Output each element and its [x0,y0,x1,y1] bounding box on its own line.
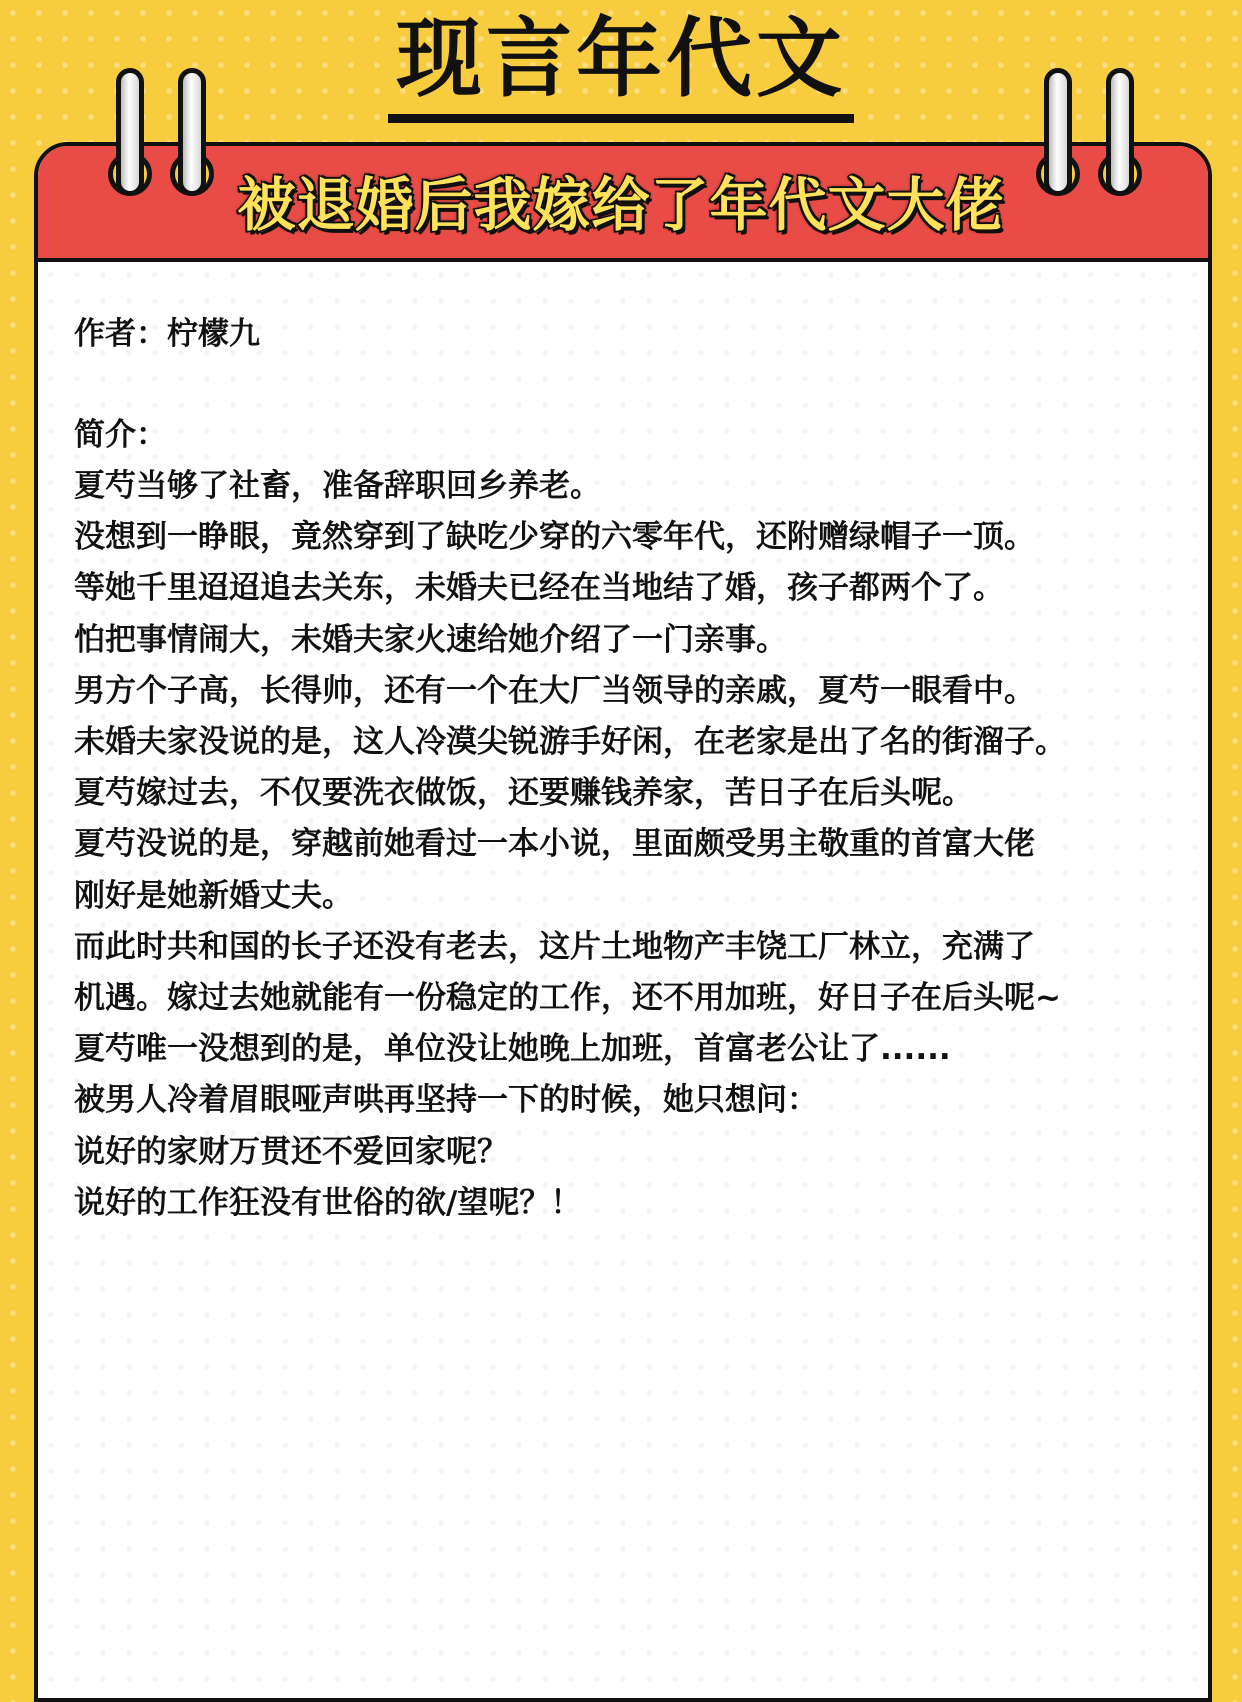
book-title: 被退婚后我嫁给了年代文大佬 [237,171,1005,239]
binder-ring-icon [116,68,144,196]
intro-line: 机遇。嫁过去她就能有一份稳定的工作，还不用加班，好日子在后头呢~ [74,980,1061,1017]
spacer [74,360,1174,410]
book-content [74,308,1174,1229]
intro-line: 夏芍嫁过去，不仅要洗衣做饭，还要赚钱养家，苦日子在后头呢。 [74,775,973,812]
author-line: 作者：柠檬九 [74,316,260,352]
binder-ring-icon [1044,68,1072,196]
intro-line: 刚好是她新婚丈夫。 [74,877,353,914]
intro-line: 说好的工作狂没有世俗的欲/望呢？！ [74,1184,582,1221]
intro-line: 而此时共和国的长子还没有老去，这片土地物产丰饶工厂林立，充满了 [74,928,1035,965]
intro-line: 夏芍唯一没想到的是，单位没让她晚上加班，首富老公让了...... [74,1031,951,1068]
intro-line: 夏芍没说的是，穿越前她看过一本小说，里面颇受男主敬重的首富大佬 [74,826,1035,863]
intro-line: 等她千里迢迢追去关东，未婚夫已经在当地结了婚，孩子都两个了。 [74,570,1004,607]
intro-label: 简介： [74,417,167,453]
heading-text: 现言年代文 [388,16,854,123]
intro-line: 夏芍当够了社畜，准备辞职回乡养老。 [74,468,601,504]
intro-line: 未婚夫家没说的是，这人冷漠尖锐游手好闲，在老家是出了名的街溜子。 [74,724,1066,761]
intro-line: 被男人冷着眉眼哑声哄再坚持一下的时候，她只想问： [74,1082,818,1119]
intro-line: 怕把事情闹大，未婚夫家火速给她介绍了一门亲事。 [74,621,787,658]
binder-ring-icon [178,68,206,196]
binder-ring-icon [1106,68,1134,196]
intro-line: 没想到一睁眼，竟然穿到了缺吃少穿的六零年代，还附赠绿帽子一顶。 [74,519,1035,556]
intro-line: 说好的家财万贯还不爱回家呢？ [74,1133,508,1170]
intro-line: 男方个子高，长得帅，还有一个在大厂当领导的亲戚，夏芍一眼看中。 [74,672,1035,709]
